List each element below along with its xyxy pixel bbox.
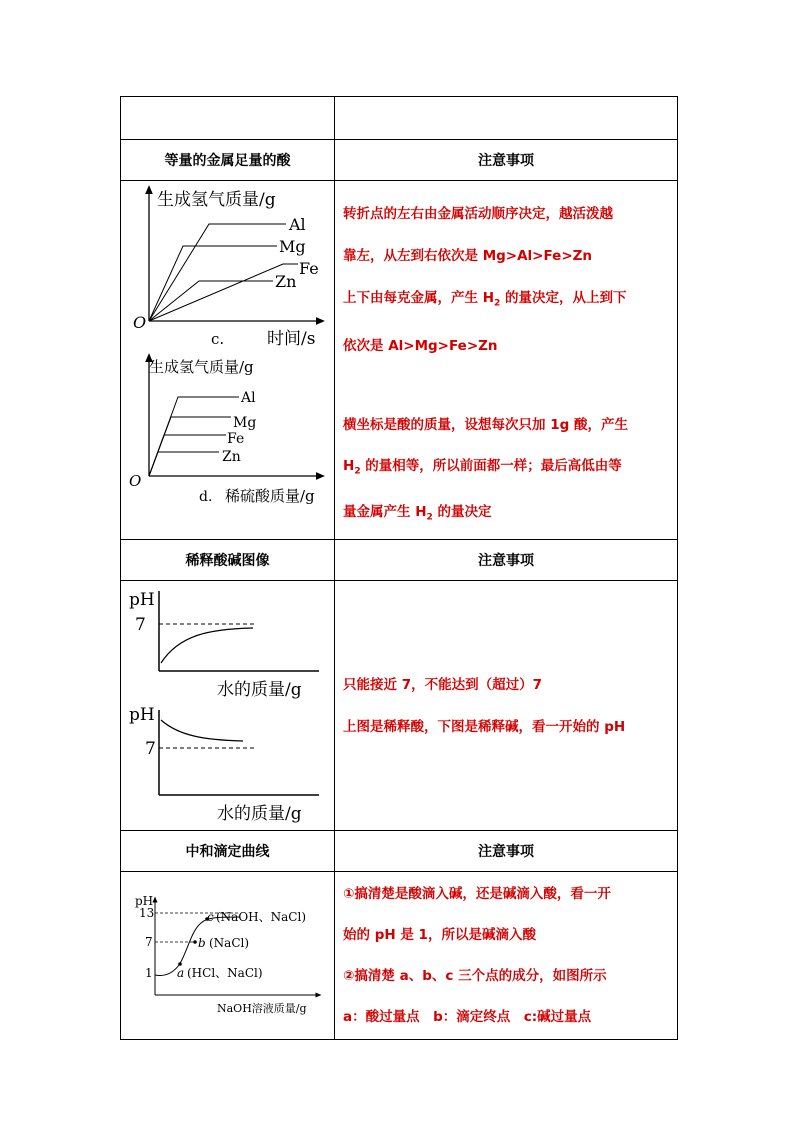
notes-cell [335,872,678,1040]
series-label-mg: Mg [279,237,306,256]
metal-time-chart [121,181,333,351]
series-label-zn: Zn [275,272,297,291]
series-line-mg [149,246,277,321]
series-label-mg: Mg [233,415,257,431]
series-label-fe: Fe [227,431,245,447]
series-line-zn [149,452,219,476]
section-header: 稀释酸碱图像 [121,540,335,581]
ph-curve [161,628,253,663]
table-row [121,831,678,872]
table-row [121,140,678,181]
point-a-letter: a [177,965,185,980]
y-axis-label: 生成氢气质量/g [157,190,276,210]
empty-cell [121,97,335,140]
note-text: 上下由每克金属，产生 $H_2$ 的量决定，从上到下 [343,290,627,309]
chart-cell [121,181,335,540]
note-text: 依次是 Al>Mg>Fe>Zn [343,337,498,354]
series-label-zn: Zn [222,449,241,465]
note-text: ②搞清楚 a、b、c 三个点的成分，如图所示 [343,968,607,985]
table-row [121,540,678,581]
section-header: 等量的金属足量的酸 [121,140,335,181]
x-axis-label: 水的质量/g [217,804,302,825]
x-axis-label: 时间/s [267,329,316,349]
note-text: a：酸过量点 b：滴定终点 c:碱过量点 [343,1009,592,1026]
y-axis-label: 生成氢气质量/g [149,358,254,376]
origin-label: O [129,472,142,490]
y-axis-label: pH [129,706,155,726]
table-row [121,181,678,540]
tick-label: 7 [145,739,156,760]
series-line-al [149,224,286,321]
x-axis-label: NaOH溶液质量/g [217,1001,307,1015]
metal-acid-chart [121,351,333,511]
point-c-label: (NaOH、NaCl) [216,909,306,924]
tick-label: 7 [145,934,153,949]
empty-cell [335,97,678,140]
y-axis-label: pH [129,590,155,611]
note-text: $H_2$ 的量相等，所以前面都一样；最后高低由等 [343,457,622,477]
table-row [121,872,678,1040]
base-dilution-chart [121,706,333,830]
note-text: ①搞清楚是酸滴入碱，还是碱滴入酸，看一开 [343,886,611,903]
note-text: 量金属产生 $H_2$ 的量决定 [343,504,492,524]
table-row [121,97,678,140]
note-text: 横坐标是酸的质量，设想每次只加 1g 酸，产生 [343,416,628,433]
summary-table [120,96,678,1040]
chart-tag: c. [211,330,225,348]
chart-cell [121,581,335,831]
note-text: 上图是稀释酸，下图是稀释碱，看一开始的 pH [343,718,626,735]
y-axis-label: pH [135,893,154,908]
origin-label: O [133,313,147,332]
note-text: 只能接近 7，不能达到（超过）7 [343,676,542,693]
notes-header: 注意事项 [335,540,678,581]
series-line-mg [149,417,231,476]
point-b [193,940,197,944]
series-label-fe: Fe [299,259,319,278]
tick-label: 1 [145,965,153,980]
tick-label: 7 [135,615,146,636]
chart-tag: d. [199,489,213,505]
notes-header: 注意事项 [335,831,678,872]
series-label-al: Al [289,215,306,234]
tick-label: 13 [139,905,155,920]
note-text: 转折点的左右由金属活动顺序决定，越活泼越 [343,206,613,222]
chart-cell [121,872,335,1040]
notes-header: 注意事项 [335,140,678,181]
point-c-letter: c [207,909,214,924]
series-line-zn [149,281,273,321]
point-a-label: (HCl、NaCl) [187,965,263,980]
x-axis-label: 水的质量/g [217,680,302,701]
notes-cell [335,581,678,831]
notes-cell [335,181,678,540]
point-b-letter: b [198,935,206,950]
titration-chart [121,891,333,1021]
series-label-al: Al [241,390,256,406]
point-b-label: (NaCl) [209,935,250,950]
note-text: 靠左，从左到右依次是 Mg>Al>Fe>Zn [343,248,593,264]
table-row [121,581,678,831]
acid-dilution-chart [121,581,333,706]
section-header: 中和滴定曲线 [121,831,335,872]
note-text: 始的 pH 是 1，所以是碱滴入酸 [343,927,536,944]
x-axis-label: 稀硫酸质量/g [225,487,315,505]
series-line-fe [149,435,226,476]
ph-curve [161,720,243,741]
